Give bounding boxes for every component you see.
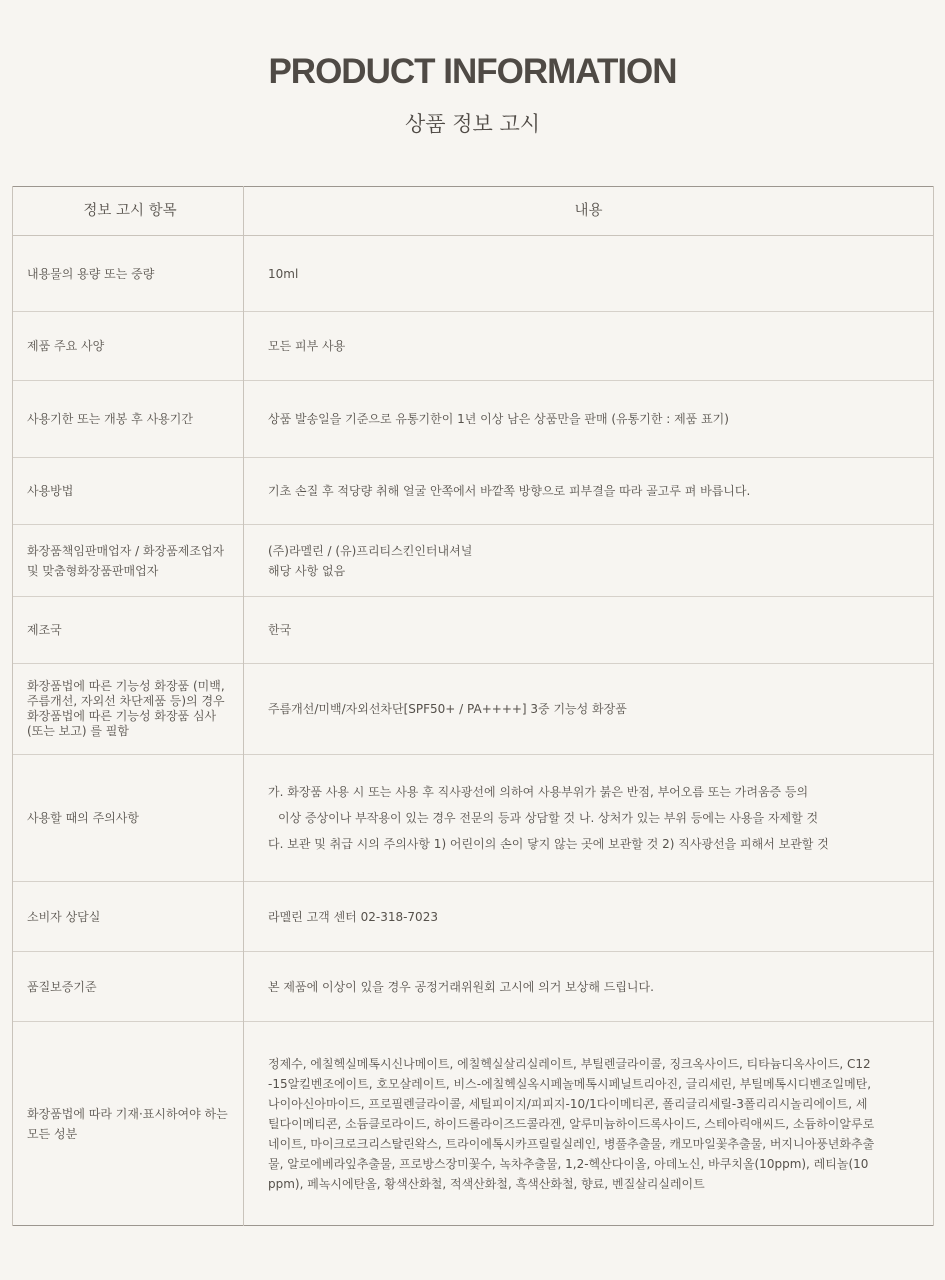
table-row (13, 1022, 934, 1226)
row-label (13, 381, 244, 458)
row-label-line: 사용할 때의 주의사항 (27, 811, 139, 825)
row-value-line: 모든 피부 사용 (268, 339, 346, 353)
row-value (244, 381, 934, 458)
row-label-line: 화장품법에 따른 기능성 화장품 (미백, (27, 679, 225, 693)
row-label-line: 소비자 상담실 (27, 909, 101, 924)
row-value (244, 755, 934, 882)
row-value-line: -15알킬벤조에이트, 호모살레이트, 비스-에칠헥실옥시페놀메톡시페닐트리아진, 글리세린, 부틸메톡시디벤조일메탄, (268, 1076, 872, 1091)
row-label-line: 화장품책임판매업자 / 화장품제조업자 (27, 543, 225, 558)
row-label (13, 882, 244, 952)
column-header-item: 정보 고시 항목 (13, 187, 244, 236)
column-header-content: 내용 (244, 187, 934, 236)
row-label-line: 제품 주요 사양 (27, 339, 105, 353)
row-value (244, 882, 934, 952)
table-row (13, 312, 934, 381)
row-label (13, 458, 244, 525)
row-value-line: 정제수, 에칠헥실메톡시신나메이트, 에칠헥실살리실레이트, 부틸렌글라이콜, 징크옥사이드, 티타늄디옥사이드, C12 (268, 1056, 871, 1071)
table-row (13, 664, 934, 755)
row-value-line: 10ml (268, 266, 299, 281)
table-row (13, 755, 934, 882)
row-label (13, 664, 244, 755)
row-label (13, 952, 244, 1022)
table-row (13, 458, 934, 525)
row-value-line: (주)라멜린 / (유)프리티스킨인터내셔널 (268, 543, 473, 558)
row-label-line: (또는 보고) 를 필함 (27, 724, 129, 738)
row-value-line: 이상 증상이나 부작용이 있는 경우 전문의 등과 상담할 것 나. 상처가 있는 부위 등에는 사용을 자제할 것 (278, 811, 819, 825)
row-value (244, 312, 934, 381)
table-row (13, 882, 934, 952)
row-label-line: 주름개선, 자외선 차단제품 등)의 경우 (27, 694, 225, 708)
row-label (13, 525, 244, 597)
row-value-line: 해당 사항 없음 (268, 563, 346, 578)
row-value (244, 952, 934, 1022)
table-row (13, 236, 934, 312)
table-row (13, 381, 934, 458)
row-label-line: 사용방법 (27, 484, 74, 498)
row-label (13, 597, 244, 664)
row-value-line: ppm), 페녹시에탄올, 황색산화철, 적색산화철, 흑색산화철, 향료, 벤질살리실레이트 (268, 1176, 705, 1191)
table-row (13, 952, 934, 1022)
row-label (13, 1022, 244, 1226)
row-value (244, 525, 934, 597)
row-value-line: 네이트, 마이크로크리스탈린왁스, 트라이에톡시카프릴릴실레인, 병풀추출물, 캐모마일꽃추출물, 버지니아풍년화추출 (268, 1136, 875, 1151)
row-label-line: 제조국 (27, 623, 62, 637)
row-value-line: 다. 보관 및 취급 시의 주의사항 1) 어린이의 손이 닿지 않는 곳에 보관할 것 2) 직사광선을 피해서 보관할 것 (268, 837, 829, 851)
table-header-row (13, 187, 934, 236)
row-value-line: 본 제품에 이상이 있을 경우 공정거래위원회 고시에 의거 보상해 드립니다. (268, 979, 654, 994)
row-value-line: 한국 (268, 623, 292, 637)
row-label-line: 품질보증기준 (27, 979, 97, 994)
row-value (244, 1022, 934, 1226)
row-value-line: 틸다이메티콘, 소듐클로라이드, 하이드롤라이즈드콜라겐, 알루미늄하이드록사이드, 스테아릭애씨드, 소듐하이알루로 (268, 1116, 875, 1131)
row-value-line: 주름개선/미백/자외선차단[SPF50+ / PA++++] 3중 기능성 화장품 (268, 702, 627, 716)
row-label-line: 모든 성분 (27, 1126, 78, 1141)
row-value (244, 664, 934, 755)
row-label-line: 화장품법에 따라 기재·표시하여야 하는 (27, 1106, 228, 1121)
row-label-line: 내용물의 용량 또는 중량 (27, 266, 155, 281)
row-value-line: 물, 알로에베라잎추출물, 프로방스장미꽃수, 녹차추출물, 1,2-헥산다이올, 아데노신, 바쿠치올(10ppm), 레티놀(10 (268, 1156, 869, 1171)
row-value (244, 597, 934, 664)
row-value-line: 상품 발송일을 기준으로 유통기한이 1년 이상 남은 상품만을 판매 (유통기한 : 제품 표기) (268, 412, 729, 426)
row-label (13, 236, 244, 312)
row-value-line: 라멜린 고객 센터 02-318-7023 (268, 909, 438, 924)
row-value-line: 가. 화장품 사용 시 또는 사용 후 직사광선에 의하여 사용부위가 붉은 반점, 부어오름 또는 가려움증 등의 (268, 785, 809, 799)
row-label (13, 312, 244, 381)
row-value (244, 236, 934, 312)
row-label-line: 및 맞춤형화장품판매업자 (27, 563, 159, 578)
row-value-line: 기초 손질 후 적당량 취해 얼굴 안쪽에서 바깥쪽 방향으로 피부결을 따라 골고루 펴 바릅니다. (268, 484, 751, 498)
row-label-line: 화장품법에 따른 기능성 화장품 심사 (27, 709, 217, 723)
page-subtitle: 상품 정보 고시 (404, 112, 541, 136)
row-value (244, 458, 934, 525)
table-row (13, 597, 934, 664)
row-label-line: 사용기한 또는 개봉 후 사용기간 (27, 412, 193, 426)
product-info-table (12, 186, 934, 1226)
table-row (13, 525, 934, 597)
row-value-line: 나이아신아마이드, 프로필렌글라이콜, 세틸피이지/피피지-10/1다이메티콘, 폴리글리세릴-3폴리리시놀리에이트, 세 (268, 1096, 868, 1111)
page-title: PRODUCT INFORMATION (268, 52, 677, 91)
row-label (13, 755, 244, 882)
